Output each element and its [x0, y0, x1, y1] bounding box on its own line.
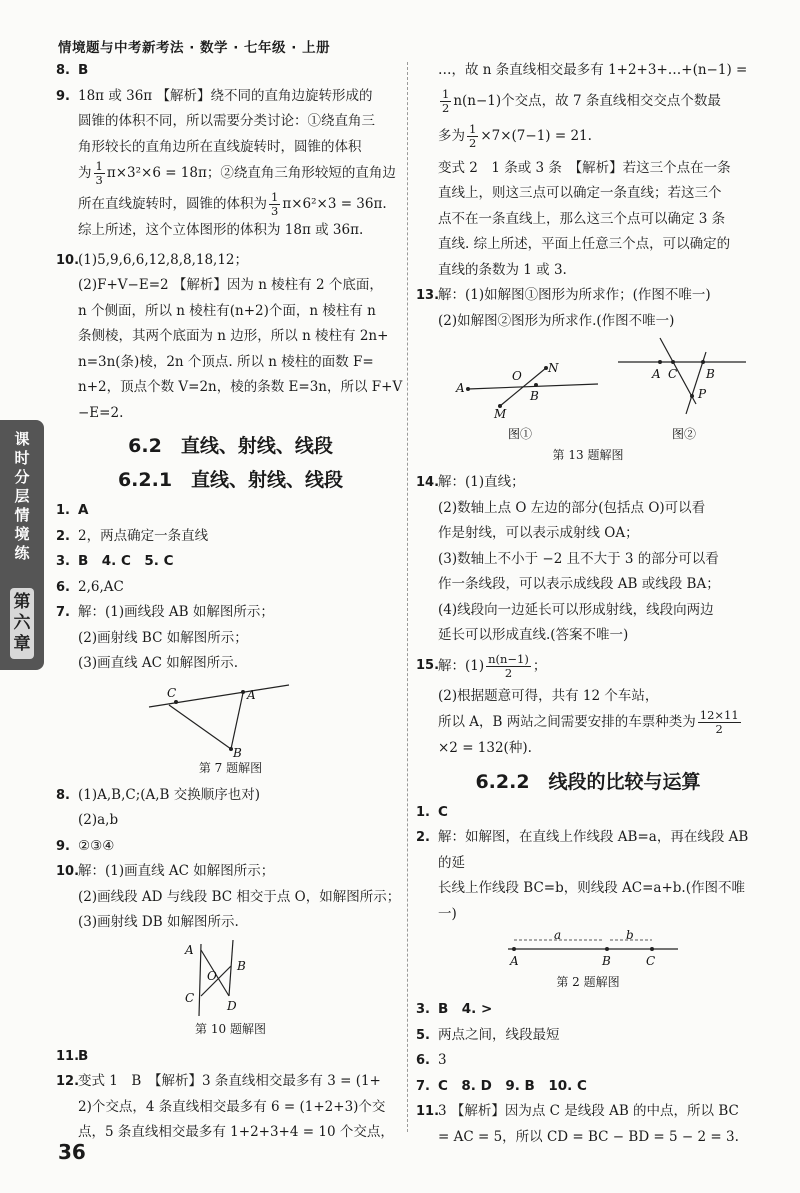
point-b2: [701, 360, 705, 364]
figure-13: [428, 334, 748, 444]
caption-fig13-1: 图①: [508, 427, 533, 441]
answer-b2: 2. 解：如解图，在直线上作线段 AB=a，再在线段 AB 的延 长线上作线段 BC=b，则线段 AC=a+b.(作图不唯一): [416, 829, 749, 922]
variant-2: 变式 2 1 条或 3 条 【解析】若这三个点在一条 直线上，则这三点可以确定一条直线；若这三个 点不在一条直线上，那么这三个点可以确定 3 条 直线. 综上所述，平面上任意三个点，可以确定的 直线的条数为 1 或 3.: [438, 159, 731, 278]
section-title-6-2-2: 6.2.2 线段的比较与运算: [475, 770, 701, 793]
label-m: M: [494, 407, 507, 421]
answer-12: 12. 变式 1 B 【解析】3 条直线相交最多有 3 = (1+ 2)个交点，4 条直线相交最多有 6 = (1+2+3)个交 点，5 条直线相交最多有 1+2+3+4 = 10 个交点，: [56, 1073, 394, 1140]
point-a2: [658, 360, 662, 364]
label-p: P: [698, 387, 707, 401]
point-a: [512, 947, 516, 951]
answer-3-5: 3. B 4. C 5. C: [56, 553, 174, 569]
caption-fig-10: 第 10 题解图: [195, 1021, 266, 1036]
point-p: [690, 394, 694, 398]
label-b1: B: [530, 389, 539, 403]
column-divider: [407, 62, 408, 1132]
answer-11: 11. B: [56, 1047, 89, 1064]
answer-8-lines: 8. (1)A,B,C;(A,B 交换顺序也对) (2)a,b: [56, 786, 261, 828]
label-len-a: a: [554, 928, 562, 942]
answer-10-prism: 10. (1)5,9,6,6,12,8,8,18,12； (2)F+V−E=2 【解析】因为 n 棱柱有 2 个底面， n 个侧面，所以 n 棱柱有(n+2)个面，n 棱柱有 n 条侧棱，其两个底面为 n 边形，所以 n 棱柱有 2n+ n=3n(条)棱，2n 个顶点. 所以 n 棱柱的面数 F= n+2，顶点个数 V=2n，棱的条数 E=3n，所以 F+V −E=2.: [56, 251, 403, 421]
page-header: 情境题与中考新考法 · 数学 · 七年级 · 上册: [58, 40, 331, 56]
line-ac: [199, 944, 201, 1016]
right-column: [418, 58, 758, 1150]
label-c: C: [166, 685, 176, 700]
answer-15: 15. 解：(1) $\frac{n(n-1)}{2}$ ； (2)根据题意可得，共有 12 个车站， 所以 A，B 两站之间需要安排的车票种类为 $\frac{12\times 11}{2}$ ×2 = 132(种).: [416, 651, 739, 756]
answer-b1: 1. C: [416, 803, 448, 820]
answer-b7-10: 7. C 8. D 9. B 10. C: [416, 1077, 587, 1094]
answer-b6: 6. 3: [416, 1052, 447, 1068]
figure-7: [131, 677, 331, 757]
answer-9-lines: 9. ②③④: [56, 837, 115, 854]
label-c: C: [668, 367, 678, 381]
answer-2: 2. 2，两点确定一条直线: [56, 527, 209, 544]
left-column: [58, 58, 403, 1146]
label-a2: A: [652, 367, 661, 381]
label-b: B: [232, 745, 242, 757]
point-c: [174, 700, 178, 704]
chapter-tab: 第六章: [10, 588, 34, 659]
point-b: [605, 947, 609, 951]
point-c: [671, 360, 675, 364]
label-d: D: [226, 998, 237, 1013]
figure-2: [488, 927, 688, 971]
label-a: A: [246, 687, 256, 702]
label-a: A: [184, 942, 194, 957]
section-title-6-2-1: 6.2.1 直线、射线、线段: [117, 469, 344, 491]
label-o: O: [512, 369, 522, 383]
answer-10-lines: 10. 解：(1)画直线 AC 如解图所示； (2)画线段 AD 与线段 BC 相交于点 O，如解图所示； (3)画射线 DB 如解图所示.: [56, 863, 401, 930]
caption-fig-2: 第 2 题解图: [556, 975, 620, 989]
label-c: C: [184, 990, 194, 1005]
label-b: B: [602, 954, 611, 968]
answer-12-continued: …，故 n 条直线相交最多有 1+2+3+…+(n−1) = $\frac{1}{2}$ n(n−1)个交点，故 7 条直线相交交点个数最 多为 $\frac{1}{2}$ ×7×(7−1) = 21.: [438, 62, 748, 150]
label-o: O: [206, 968, 217, 983]
label-a: A: [510, 954, 519, 968]
figure-10: [171, 936, 291, 1018]
segment-ab: [231, 693, 243, 749]
label-b: B: [236, 958, 246, 973]
answer-b3-4: 3. B 4. >: [416, 1001, 493, 1017]
label-c: C: [646, 954, 656, 968]
section-title-6-2: 6.2 直线、射线、线段: [128, 435, 333, 457]
answer-b11: 11. 3 【解析】因为点 C 是线段 AB 的中点，所以 BC = AC = 5，所以 CD = BC − BD = 5 − 2 = 3.: [416, 1103, 739, 1145]
caption-fig13-2: 图②: [672, 427, 697, 441]
label-len-b: b: [626, 928, 634, 942]
answer-b5: 5. 两点之间，线段最短: [416, 1026, 560, 1043]
point-c: [650, 947, 654, 951]
answer-13: 13. 解：(1)如解图①图形为所求作；(作图不唯一) (2)如解图②图形为所求作.(作图不唯一): [416, 287, 711, 329]
label-n: N: [548, 361, 559, 375]
answer-8: 8. B: [56, 62, 89, 78]
answer-7: 7. 解：(1)画线段 AB 如解图所示； (2)画射线 BC 如解图所示； (3)画直线 AC 如解图所示.: [56, 604, 274, 671]
answer-14: 14. 解：(1)直线； (2)数轴上点 O 左边的部分(包括点 O)可以看 作是射线，可以表示成射线 OA； (3)数轴上不小于 −2 且不大于 3 的部分可以看 作一条线段，可以表示成线段 AB 或线段 BA； (4)线段向一边延长可以形成射线，线段向两边 延长可以形成直线.(答案不唯一): [416, 474, 720, 643]
point-a: [241, 690, 245, 694]
line-through-c: [660, 338, 696, 404]
point-b1: [534, 383, 538, 387]
point-a1: [466, 387, 470, 391]
label-a1: A: [456, 381, 465, 395]
caption-fig-7: 第 7 题解图: [198, 760, 263, 775]
answer-9: 9. 18π 或 36π 【解析】绕不同的直角边旋转形成的 圆锥的体积不同，所以需要分类讨论：①绕直角三 角形较长的直角边所在直线旋转时，圆锥的体积 为 $\frac{1}{3}$ π×3²×6 = 18π；②绕直角三角形较短的直角边 所在直线旋转时，圆锥的体积为 $\frac{1}{3}$ π×6²×3 = 36π. 综上所述，这个立体图形的体积为 18π 或 36π.: [56, 87, 396, 238]
side-tab-label: 课时分层情境练: [14, 430, 30, 562]
label-b2: B: [706, 367, 715, 381]
answer-6: 6. 2,6,AC: [56, 578, 124, 595]
ray-bc: [169, 705, 231, 749]
answer-1: 1. A: [56, 502, 89, 518]
page-number: 36: [58, 1140, 86, 1164]
caption-fig-13: 第 13 题解图: [552, 448, 624, 462]
